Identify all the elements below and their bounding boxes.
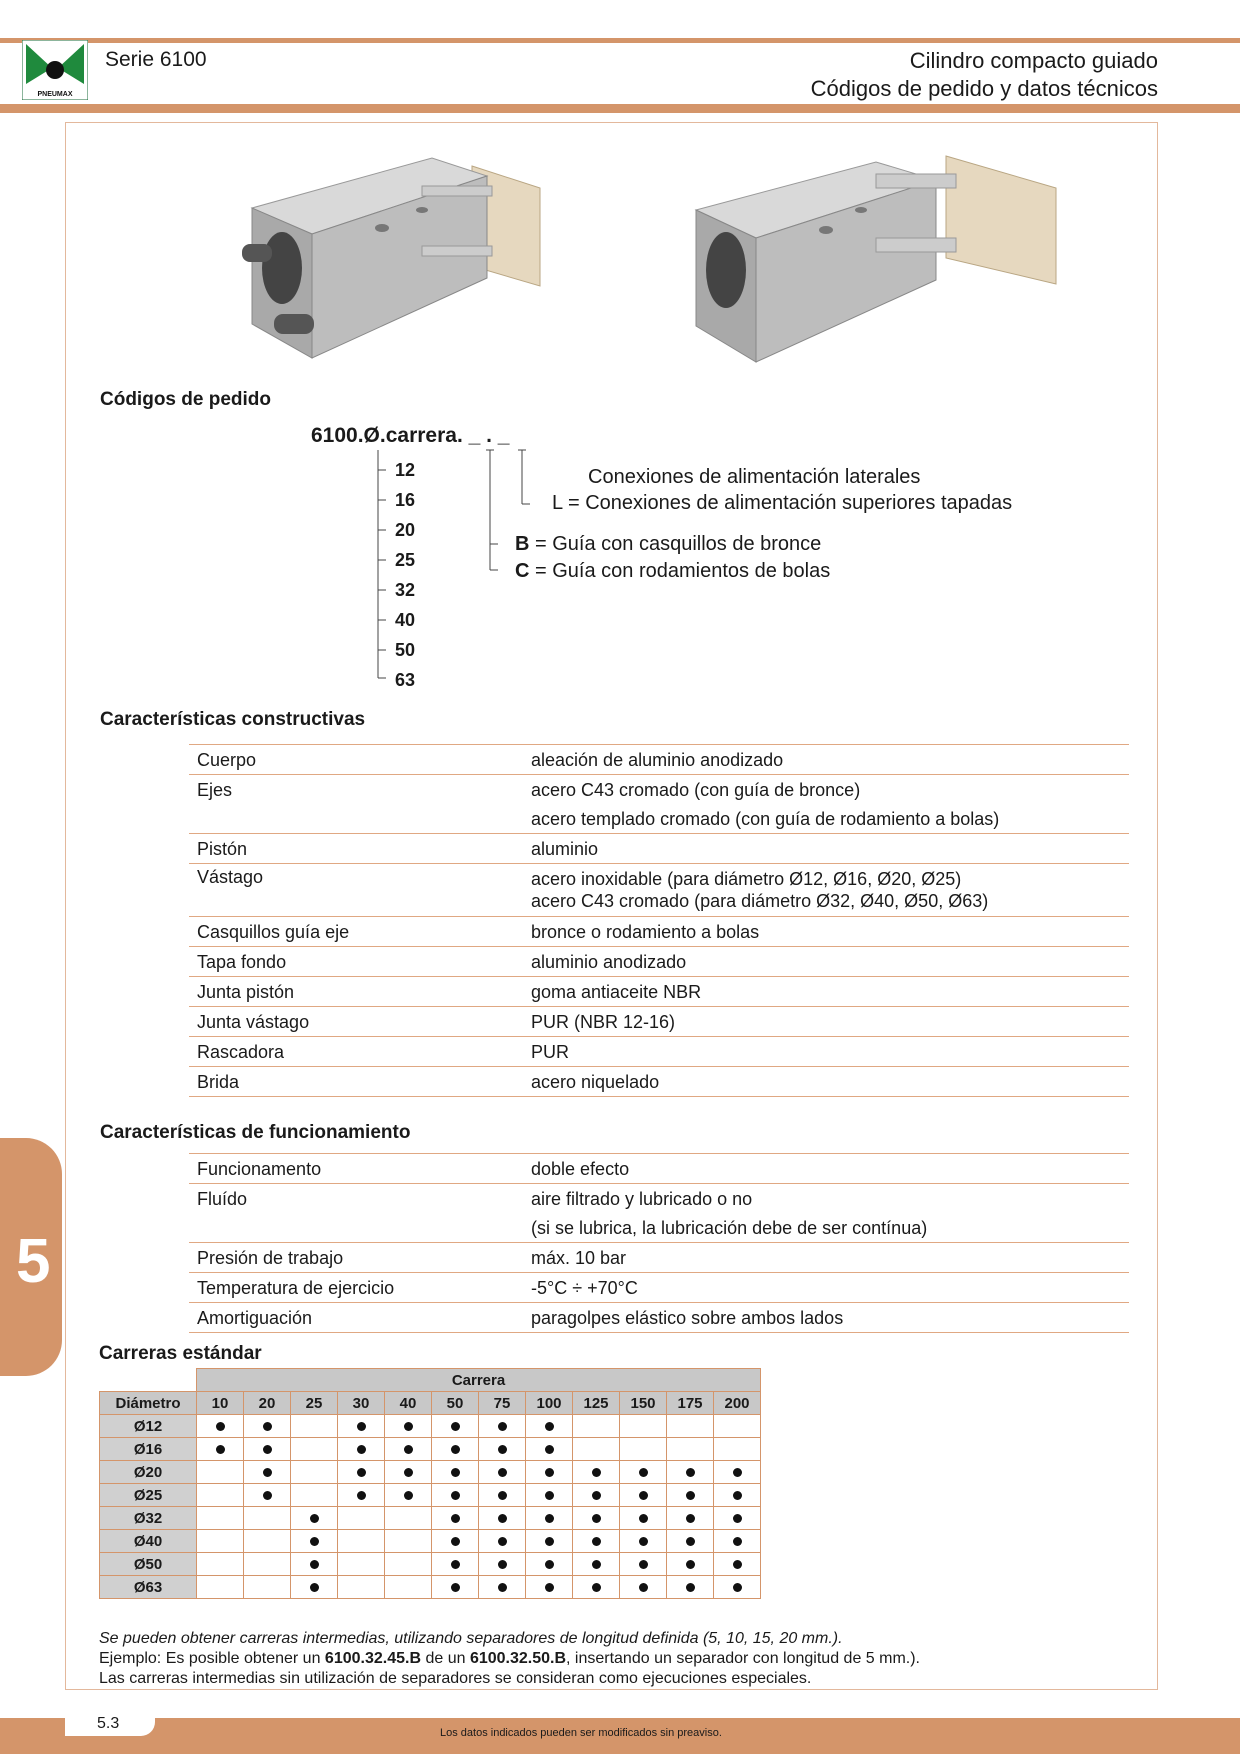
table-row	[189, 834, 1129, 864]
stroke-cell	[573, 1576, 620, 1599]
spec-value: aluminio	[523, 834, 1129, 864]
stroke-cell	[291, 1576, 338, 1599]
stroke-cell	[385, 1461, 432, 1484]
table-row	[189, 1243, 1129, 1273]
stroke-cell	[385, 1484, 432, 1507]
spec-key: Brida	[189, 1067, 523, 1097]
available-dot-icon	[404, 1422, 413, 1431]
stroke-cell	[620, 1484, 667, 1507]
available-dot-icon	[592, 1514, 601, 1523]
diameter-cell: Ø32	[100, 1507, 197, 1530]
stroke-cell	[338, 1461, 385, 1484]
available-dot-icon	[310, 1514, 319, 1523]
connection-option-top: L = Conexiones de alimentación superiores tapadas	[552, 492, 1013, 514]
header-bottom-rule	[0, 104, 1240, 113]
strokes-title: Carreras estándar	[99, 1343, 262, 1364]
spec-value: goma antiaceite NBR	[523, 977, 1129, 1007]
stroke-column-header: 30	[338, 1392, 385, 1415]
spec-value: -5°C ÷ +70°C	[523, 1273, 1129, 1303]
stroke-cell	[244, 1530, 291, 1553]
available-dot-icon	[498, 1445, 507, 1454]
product-image-bronze-guide	[222, 148, 602, 389]
available-dot-icon	[545, 1468, 554, 1477]
stroke-cell	[338, 1553, 385, 1576]
stroke-cell	[479, 1507, 526, 1530]
stroke-cell	[667, 1507, 714, 1530]
available-dot-icon	[545, 1537, 554, 1546]
available-dot-icon	[686, 1560, 695, 1569]
spec-value: acero inoxidable (para diámetro Ø12, Ø16, Ø20, Ø25) acero C43 cromado (para diámetro Ø32, Ø40, Ø50, Ø63)	[523, 864, 1129, 917]
table-row	[189, 1154, 1129, 1184]
diameter-option: 20	[395, 520, 416, 540]
stroke-cell	[667, 1438, 714, 1461]
diameter-cell: Ø16	[100, 1438, 197, 1461]
stroke-cell	[573, 1553, 620, 1576]
stroke-cell	[573, 1438, 620, 1461]
stroke-cell	[479, 1576, 526, 1599]
stroke-column-header: 125	[573, 1392, 620, 1415]
table-row	[189, 1067, 1129, 1097]
table-row	[100, 1553, 761, 1576]
available-dot-icon	[686, 1583, 695, 1592]
stroke-cell	[385, 1530, 432, 1553]
diameter-cell: Ø63	[100, 1576, 197, 1599]
product-image-ball-bearing-guide	[686, 148, 1066, 389]
stroke-cell	[197, 1438, 244, 1461]
order-codes-title: Códigos de pedido	[100, 389, 271, 410]
available-dot-icon	[310, 1560, 319, 1569]
stroke-cell	[479, 1530, 526, 1553]
strokes-table	[99, 1368, 761, 1599]
available-dot-icon	[545, 1560, 554, 1569]
diameter-option: 63	[395, 670, 416, 690]
spec-value: PUR (NBR 12-16)	[523, 1007, 1129, 1037]
spec-key: Casquillos guía eje	[189, 917, 523, 947]
available-dot-icon	[263, 1422, 272, 1431]
section-number: 5	[16, 1227, 51, 1296]
note-line-2: Ejemplo: Es posible obtener un 6100.32.45.B de un 6100.32.50.B, insertando un separador con longitud de 5 mm.).	[99, 1650, 920, 1667]
available-dot-icon	[404, 1445, 413, 1454]
available-dot-icon	[498, 1422, 507, 1431]
stroke-cell	[714, 1507, 761, 1530]
guide-option-bronze: B = Guía con casquillos de bronce	[515, 533, 822, 555]
available-dot-icon	[733, 1491, 742, 1500]
stroke-cell	[526, 1507, 573, 1530]
available-dot-icon	[451, 1491, 460, 1500]
stroke-cell	[432, 1484, 479, 1507]
stroke-cell	[432, 1576, 479, 1599]
guide-option-ball: C = Guía con rodamientos de bolas	[515, 560, 831, 582]
available-dot-icon	[216, 1445, 225, 1454]
operation-title: Características de funcionamiento	[100, 1122, 411, 1143]
spec-value: aire filtrado y lubricado o no	[531, 1188, 753, 1209]
stroke-cell	[244, 1553, 291, 1576]
stroke-column-header: 75	[479, 1392, 526, 1415]
stroke-cell	[432, 1507, 479, 1530]
available-dot-icon	[592, 1583, 601, 1592]
table-row	[100, 1438, 761, 1461]
stroke-cell	[291, 1530, 338, 1553]
stroke-cell	[197, 1484, 244, 1507]
stroke-cell	[714, 1415, 761, 1438]
diameter-cell: Ø40	[100, 1530, 197, 1553]
available-dot-icon	[545, 1514, 554, 1523]
title-line-2: Códigos de pedido y datos técnicos	[810, 76, 1158, 101]
stroke-cell	[620, 1576, 667, 1599]
stroke-cell	[432, 1415, 479, 1438]
spec-key: Fluído	[197, 1188, 248, 1209]
stroke-cell	[620, 1461, 667, 1484]
order-code-pattern: 6100.Ø.carrera. _ . _	[311, 424, 510, 447]
connection-option-lateral: Conexiones de alimentación laterales	[588, 466, 921, 488]
available-dot-icon	[404, 1468, 413, 1477]
stroke-cell	[291, 1415, 338, 1438]
section-tab	[0, 1138, 62, 1376]
stroke-cell	[291, 1507, 338, 1530]
available-dot-icon	[639, 1560, 648, 1569]
spec-value: bronce o rodamiento a bolas	[523, 917, 1129, 947]
diameter-option: 16	[395, 490, 416, 510]
available-dot-icon	[545, 1422, 554, 1431]
available-dot-icon	[733, 1560, 742, 1569]
diameter-cell: Ø12	[100, 1415, 197, 1438]
stroke-cell	[573, 1507, 620, 1530]
stroke-cell	[714, 1461, 761, 1484]
available-dot-icon	[639, 1583, 648, 1592]
available-dot-icon	[404, 1491, 413, 1500]
spec-key: Temperatura de ejercicio	[189, 1273, 523, 1303]
construction-title: Características constructivas	[100, 709, 366, 730]
stroke-cell	[197, 1576, 244, 1599]
table-row	[100, 1507, 761, 1530]
table-row	[189, 1037, 1129, 1067]
available-dot-icon	[498, 1560, 507, 1569]
stroke-cell	[620, 1530, 667, 1553]
spec-key: Rascadora	[189, 1037, 523, 1067]
stroke-cell	[667, 1415, 714, 1438]
spec-key: Vástago	[189, 864, 523, 917]
stroke-cell	[338, 1415, 385, 1438]
table-row	[189, 804, 1129, 834]
diameter-cell: Ø20	[100, 1461, 197, 1484]
stroke-cell	[291, 1484, 338, 1507]
available-dot-icon	[733, 1537, 742, 1546]
available-dot-icon	[263, 1468, 272, 1477]
stroke-column-header: 175	[667, 1392, 714, 1415]
notes	[99, 1629, 920, 1689]
diameter-cell: Ø25	[100, 1484, 197, 1507]
spec-key: Tapa fondo	[189, 947, 523, 977]
page-title	[811, 47, 1158, 103]
table-row	[189, 1007, 1129, 1037]
available-dot-icon	[733, 1514, 742, 1523]
stroke-cell	[338, 1576, 385, 1599]
stroke-cell	[244, 1507, 291, 1530]
stroke-column-header: 25	[291, 1392, 338, 1415]
stroke-cell	[432, 1553, 479, 1576]
table-row	[189, 947, 1129, 977]
spec-key: Junta pistón	[189, 977, 523, 1007]
stroke-cell	[385, 1507, 432, 1530]
stroke-cell	[197, 1461, 244, 1484]
available-dot-icon	[686, 1537, 695, 1546]
available-dot-icon	[357, 1445, 366, 1454]
pneumax-logo	[22, 40, 88, 100]
stroke-cell	[291, 1438, 338, 1461]
stroke-cell	[573, 1484, 620, 1507]
available-dot-icon	[216, 1422, 225, 1431]
stroke-cell	[714, 1438, 761, 1461]
stroke-cell	[714, 1530, 761, 1553]
table-row	[189, 1273, 1129, 1303]
stroke-cell	[620, 1438, 667, 1461]
stroke-cell	[620, 1553, 667, 1576]
spec-value: acero niquelado	[523, 1067, 1129, 1097]
available-dot-icon	[498, 1514, 507, 1523]
available-dot-icon	[639, 1537, 648, 1546]
table-row	[189, 1184, 1129, 1214]
table-row	[189, 775, 1129, 805]
available-dot-icon	[498, 1537, 507, 1546]
diameter-header: Diámetro	[100, 1392, 197, 1415]
carrera-header: Carrera	[197, 1369, 761, 1392]
available-dot-icon	[451, 1514, 460, 1523]
stroke-cell	[667, 1576, 714, 1599]
spec-key: Amortiguación	[189, 1303, 523, 1333]
available-dot-icon	[592, 1537, 601, 1546]
stroke-cell	[667, 1530, 714, 1553]
stroke-cell	[573, 1461, 620, 1484]
construction-table	[189, 744, 1129, 1097]
stroke-cell	[479, 1553, 526, 1576]
diameter-option: 12	[395, 460, 416, 480]
spec-key: Ejes	[197, 779, 233, 800]
available-dot-icon	[686, 1491, 695, 1500]
available-dot-icon	[733, 1468, 742, 1477]
stroke-cell	[291, 1553, 338, 1576]
available-dot-icon	[357, 1491, 366, 1500]
stroke-cell	[526, 1576, 573, 1599]
stroke-cell	[432, 1461, 479, 1484]
spec-value: aluminio anodizado	[523, 947, 1129, 977]
stroke-cell	[526, 1461, 573, 1484]
table-row	[100, 1461, 761, 1484]
stroke-cell	[291, 1461, 338, 1484]
stroke-cell	[385, 1438, 432, 1461]
operation-table	[189, 1153, 1129, 1333]
stroke-column-header: 40	[385, 1392, 432, 1415]
note-line-3: Las carreras intermedias sin utilización de separadores se consideran como ejecuciones especiales.	[99, 1670, 812, 1687]
stroke-column-header: 200	[714, 1392, 761, 1415]
footer-disclaimer: Los datos indicados pueden ser modificados sin preaviso.	[440, 1727, 722, 1739]
stroke-cell	[573, 1530, 620, 1553]
stroke-cell	[714, 1484, 761, 1507]
page-number: 5.3	[97, 1715, 120, 1732]
blank-cell	[100, 1369, 197, 1392]
table-row	[189, 864, 1129, 917]
stroke-cell	[197, 1530, 244, 1553]
diameter-option: 50	[395, 640, 416, 660]
available-dot-icon	[686, 1468, 695, 1477]
stroke-column-header: 20	[244, 1392, 291, 1415]
available-dot-icon	[263, 1445, 272, 1454]
stroke-cell	[526, 1553, 573, 1576]
available-dot-icon	[310, 1583, 319, 1592]
table-row	[100, 1576, 761, 1599]
spec-key: Pistón	[189, 834, 523, 864]
svg-text:PNEUMAX: PNEUMAX	[37, 91, 73, 98]
series-label: Serie 6100	[105, 48, 207, 71]
stroke-cell	[338, 1484, 385, 1507]
available-dot-icon	[545, 1491, 554, 1500]
stroke-cell	[432, 1530, 479, 1553]
stroke-column-header: 100	[526, 1392, 573, 1415]
available-dot-icon	[733, 1583, 742, 1592]
table-row	[100, 1484, 761, 1507]
stroke-cell	[385, 1415, 432, 1438]
stroke-cell	[479, 1484, 526, 1507]
stroke-cell	[479, 1461, 526, 1484]
available-dot-icon	[263, 1491, 272, 1500]
available-dot-icon	[357, 1422, 366, 1431]
spec-value: aleación de aluminio anodizado	[523, 745, 1129, 775]
stroke-cell	[714, 1576, 761, 1599]
spec-key	[189, 1213, 523, 1243]
stroke-cell	[620, 1507, 667, 1530]
stroke-cell	[667, 1484, 714, 1507]
stroke-cell	[573, 1415, 620, 1438]
spec-value: (si se lubrica, la lubricación debe de ser contínua)	[523, 1213, 1129, 1243]
stroke-cell	[385, 1553, 432, 1576]
spec-value: paragolpes elástico sobre ambos lados	[523, 1303, 1129, 1333]
spec-key: Presión de trabajo	[189, 1243, 523, 1273]
strokes-body	[100, 1415, 761, 1599]
spec-key	[189, 804, 523, 834]
stroke-column-header: 10	[197, 1392, 244, 1415]
table-row	[189, 1213, 1129, 1243]
stroke-cell	[244, 1438, 291, 1461]
available-dot-icon	[639, 1514, 648, 1523]
available-dot-icon	[451, 1422, 460, 1431]
stroke-cell	[338, 1530, 385, 1553]
available-dot-icon	[498, 1583, 507, 1592]
available-dot-icon	[357, 1468, 366, 1477]
note-line-1: Se pueden obtener carreras intermedias, utilizando separadores de longitud definida (5, 10, 15, 20 mm.).	[99, 1630, 843, 1647]
spec-value: doble efecto	[523, 1154, 1129, 1184]
stroke-cell	[432, 1438, 479, 1461]
available-dot-icon	[545, 1445, 554, 1454]
strokes-column-header-row	[100, 1392, 761, 1415]
available-dot-icon	[639, 1491, 648, 1500]
table-row	[100, 1530, 761, 1553]
available-dot-icon	[498, 1468, 507, 1477]
spec-value: PUR	[523, 1037, 1129, 1067]
stroke-cell	[526, 1415, 573, 1438]
stroke-cell	[714, 1553, 761, 1576]
spec-key: Funcionamento	[189, 1154, 523, 1184]
stroke-cell	[197, 1415, 244, 1438]
stroke-cell	[338, 1438, 385, 1461]
stroke-cell	[197, 1507, 244, 1530]
available-dot-icon	[451, 1537, 460, 1546]
available-dot-icon	[451, 1583, 460, 1592]
available-dot-icon	[310, 1537, 319, 1546]
stroke-column-header: 150	[620, 1392, 667, 1415]
stroke-cell	[338, 1507, 385, 1530]
table-row	[189, 977, 1129, 1007]
spec-value: acero C43 cromado (con guía de bronce)	[531, 779, 861, 800]
stroke-cell	[197, 1553, 244, 1576]
spec-value: máx. 10 bar	[523, 1243, 1129, 1273]
table-row	[189, 1303, 1129, 1333]
diameter-option: 40	[395, 610, 416, 630]
available-dot-icon	[451, 1468, 460, 1477]
stroke-cell	[385, 1576, 432, 1599]
stroke-cell	[667, 1461, 714, 1484]
diameter-option: 25	[395, 550, 416, 570]
table-row	[189, 917, 1129, 947]
available-dot-icon	[592, 1491, 601, 1500]
header-top-rule	[0, 38, 1240, 43]
spec-key: Junta vástago	[189, 1007, 523, 1037]
available-dot-icon	[592, 1468, 601, 1477]
available-dot-icon	[686, 1514, 695, 1523]
available-dot-icon	[451, 1560, 460, 1569]
available-dot-icon	[545, 1583, 554, 1592]
diameter-cell: Ø50	[100, 1553, 197, 1576]
spec-value: acero templado cromado (con guía de rodamiento a bolas)	[523, 804, 1129, 834]
strokes-group-header-row	[100, 1369, 761, 1392]
stroke-cell	[244, 1461, 291, 1484]
table-row	[189, 745, 1129, 775]
stroke-cell	[244, 1576, 291, 1599]
stroke-cell	[526, 1438, 573, 1461]
spec-key: Cuerpo	[189, 745, 523, 775]
available-dot-icon	[498, 1491, 507, 1500]
stroke-cell	[667, 1553, 714, 1576]
available-dot-icon	[451, 1445, 460, 1454]
stroke-cell	[244, 1415, 291, 1438]
stroke-cell	[620, 1415, 667, 1438]
stroke-column-header: 50	[432, 1392, 479, 1415]
stroke-cell	[479, 1438, 526, 1461]
available-dot-icon	[639, 1468, 648, 1477]
diameter-option: 32	[395, 580, 416, 600]
stroke-cell	[526, 1530, 573, 1553]
stroke-cell	[479, 1415, 526, 1438]
title-line-1: Cilindro compacto guiado	[909, 48, 1158, 73]
stroke-cell	[244, 1484, 291, 1507]
stroke-cell	[526, 1484, 573, 1507]
available-dot-icon	[592, 1560, 601, 1569]
table-row	[100, 1415, 761, 1438]
